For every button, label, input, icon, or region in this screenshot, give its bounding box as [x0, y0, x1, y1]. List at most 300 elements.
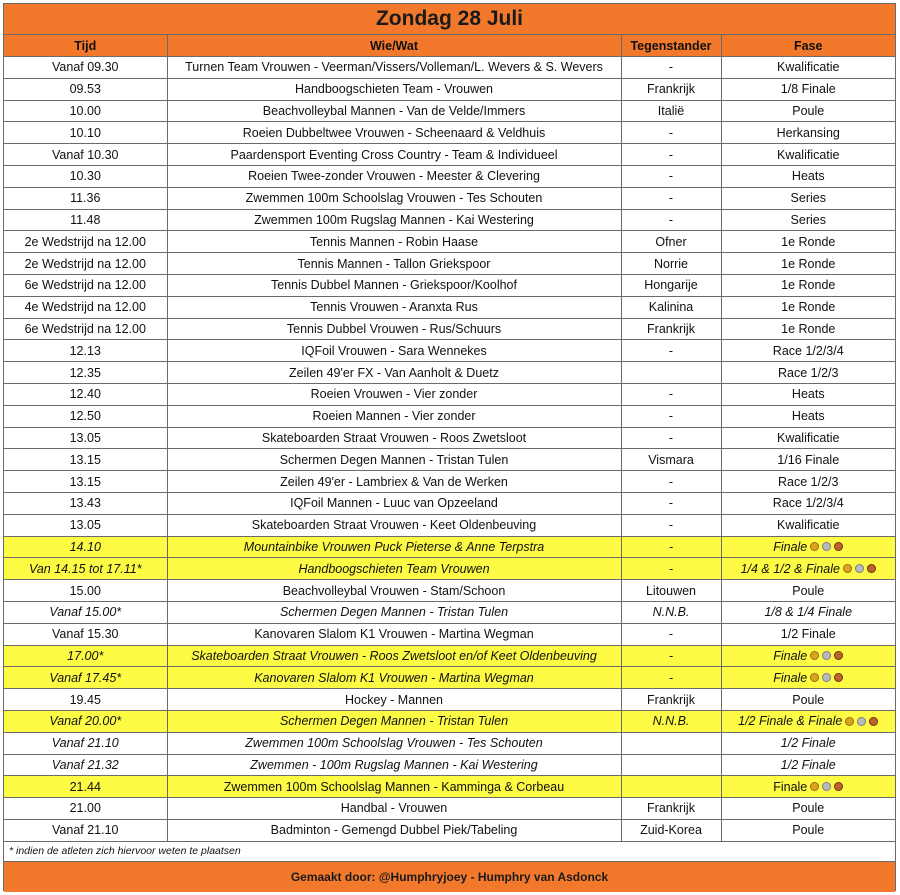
cell-tegenstander	[621, 100, 721, 122]
cell-tijd	[4, 776, 167, 798]
gold-medal-icon	[810, 782, 819, 791]
cell-tegenstander-text: -	[668, 670, 674, 685]
cell-tegenstander	[621, 165, 721, 187]
cell-fase-text: Race 1/2/3	[778, 474, 839, 489]
cell-tijd-text: 10.10	[69, 125, 101, 140]
table-row	[4, 340, 895, 362]
cell-tijd-text: 13.15	[69, 474, 101, 489]
cell-fase-text: Poule	[792, 801, 825, 816]
table-row	[4, 798, 895, 820]
page-title: Zondag 28 Juli	[4, 4, 895, 35]
table-row	[4, 601, 895, 623]
cell-fase-text: Herkansing	[776, 125, 840, 140]
cell-tijd	[4, 754, 167, 776]
cell-tegenstander	[621, 383, 721, 405]
cell-fase	[721, 471, 895, 493]
cell-fase-text: 1/2 Finale & Finale	[738, 714, 843, 729]
cell-tegenstander-text: Norrie	[653, 256, 689, 271]
cell-fase	[721, 427, 895, 449]
cell-tegenstander	[621, 57, 721, 79]
cell-wie-wat-text: Tennis Mannen - Tallon Griekspoor	[297, 256, 491, 271]
bronze-medal-icon	[869, 717, 878, 726]
cell-fase	[721, 645, 895, 667]
cell-fase-text: Heats	[791, 387, 825, 402]
bronze-medal-icon	[867, 564, 876, 573]
cell-tijd	[4, 144, 167, 166]
cell-fase	[721, 231, 895, 253]
cell-tijd	[4, 449, 167, 471]
cell-wie-wat	[167, 623, 621, 645]
cell-wie-wat-text: Badminton - Gemengd Dubbel Piek/Tabeling	[270, 823, 518, 838]
cell-wie-wat-text: Roeien Mannen - Vier zonder	[312, 409, 476, 424]
cell-wie-wat	[167, 231, 621, 253]
cell-wie-wat	[167, 187, 621, 209]
cell-wie-wat	[167, 536, 621, 558]
cell-tijd	[4, 274, 167, 296]
bronze-medal-icon	[834, 782, 843, 791]
cell-wie-wat	[167, 558, 621, 580]
cell-tijd-text: 4e Wedstrijd na 12.00	[24, 300, 146, 315]
column-header-wie-wat: Wie/Wat	[167, 35, 621, 57]
cell-fase	[721, 667, 895, 689]
cell-wie-wat-text: Zwemmen - 100m Rugslag Mannen - Kai Westering	[250, 757, 538, 772]
table-row	[4, 57, 895, 79]
cell-tijd-text: 12.50	[69, 409, 101, 424]
table-row	[4, 122, 895, 144]
cell-fase	[721, 362, 895, 384]
cell-tijd	[4, 819, 167, 841]
cell-tegenstander	[621, 710, 721, 732]
cell-wie-wat	[167, 732, 621, 754]
cell-tegenstander	[621, 144, 721, 166]
table-row	[4, 144, 895, 166]
cell-tijd-text: Vanaf 10.30	[52, 147, 119, 162]
cell-wie-wat	[167, 274, 621, 296]
cell-wie-wat	[167, 492, 621, 514]
cell-tijd-text: 21.44	[69, 779, 101, 794]
cell-fase	[721, 754, 895, 776]
table-row	[4, 623, 895, 645]
table-row	[4, 645, 895, 667]
table-row	[4, 296, 895, 318]
cell-wie-wat-text: Paardensport Eventing Cross Country - Team & Individueel	[230, 147, 558, 162]
cell-tegenstander	[621, 601, 721, 623]
cell-fase	[721, 514, 895, 536]
cell-wie-wat	[167, 754, 621, 776]
cell-wie-wat	[167, 689, 621, 711]
cell-tegenstander	[621, 819, 721, 841]
cell-tegenstander-text: Hongarije	[644, 278, 698, 293]
cell-fase	[721, 187, 895, 209]
cell-tegenstander	[621, 209, 721, 231]
cell-fase	[721, 383, 895, 405]
cell-fase-text: Series	[790, 191, 826, 206]
cell-wie-wat-text: Hockey - Mannen	[345, 692, 443, 707]
cell-fase-text: 1e Ronde	[781, 256, 836, 271]
cell-wie-wat	[167, 144, 621, 166]
cell-tijd-text: Vanaf 21.10	[51, 736, 119, 751]
cell-fase	[721, 623, 895, 645]
table-row	[4, 667, 895, 689]
cell-wie-wat-text: Schermen Degen Mannen - Tristan Tulen	[279, 714, 509, 729]
cell-tegenstander-text: -	[668, 627, 674, 642]
cell-wie-wat-text: Kanovaren Slalom K1 Vrouwen - Martina Wegman	[254, 627, 534, 642]
cell-wie-wat	[167, 100, 621, 122]
cell-fase-text: Finale	[773, 539, 808, 554]
cell-tijd	[4, 427, 167, 449]
cell-tijd-text: 13.43	[69, 496, 101, 511]
cell-wie-wat-text: Tennis Vrouwen - Aranxta Rus	[310, 300, 478, 315]
silver-medal-icon	[857, 717, 866, 726]
cell-fase-text: Kwalificatie	[776, 518, 840, 533]
cell-fase-text: 1/2 Finale	[780, 627, 836, 642]
bronze-medal-icon	[834, 673, 843, 682]
cell-wie-wat-text: Roeien Twee-zonder Vrouwen - Meester & Clevering	[248, 169, 540, 184]
cell-tegenstander-text: Litouwen	[645, 583, 697, 598]
cell-wie-wat-text: Handbal - Vrouwen	[340, 801, 448, 816]
cell-wie-wat-text: Schermen Degen Mannen - Tristan Tulen	[279, 605, 509, 620]
cell-wie-wat	[167, 776, 621, 798]
cell-wie-wat	[167, 427, 621, 449]
cell-tijd-text: 10.00	[69, 103, 101, 118]
cell-tijd	[4, 492, 167, 514]
cell-wie-wat	[167, 471, 621, 493]
cell-wie-wat-text: Mountainbike Vrouwen Puck Pieterse & Anne Terpstra	[243, 539, 545, 554]
cell-tijd-text: 10.30	[69, 169, 101, 184]
cell-fase	[721, 100, 895, 122]
cell-fase	[721, 580, 895, 602]
cell-tijd-text: Vanaf 15.00*	[49, 605, 122, 620]
cell-tegenstander	[621, 253, 721, 275]
cell-tegenstander-text: -	[668, 387, 674, 402]
cell-tegenstander	[621, 187, 721, 209]
cell-tijd-text: Vanaf 21.10	[52, 823, 119, 838]
cell-tijd-text: 09.53	[69, 82, 101, 97]
cell-tegenstander	[621, 122, 721, 144]
cell-wie-wat-text: Zwemmen 100m Schoolslag Mannen - Kamminga & Corbeau	[223, 779, 565, 794]
cell-tijd	[4, 318, 167, 340]
cell-tijd-text: 14.10	[69, 539, 101, 554]
table-row	[4, 165, 895, 187]
gold-medal-icon	[843, 564, 852, 573]
cell-wie-wat	[167, 122, 621, 144]
cell-wie-wat-text: Tennis Mannen - Robin Haase	[309, 234, 479, 249]
cell-tijd	[4, 710, 167, 732]
cell-tijd	[4, 209, 167, 231]
cell-tijd-text: 11.48	[70, 212, 101, 227]
table-body	[4, 57, 895, 842]
cell-tegenstander-text: -	[668, 147, 674, 162]
cell-tegenstander	[621, 536, 721, 558]
table-row	[4, 427, 895, 449]
cell-wie-wat-text: Tennis Dubbel Vrouwen - Rus/Schuurs	[286, 321, 502, 336]
cell-wie-wat-text: Beachvolleybal Vrouwen - Stam/Schoon	[282, 583, 506, 598]
cell-wie-wat	[167, 710, 621, 732]
cell-tegenstander-text: -	[668, 518, 674, 533]
table-row	[4, 187, 895, 209]
cell-wie-wat	[167, 405, 621, 427]
table-row	[4, 100, 895, 122]
cell-tijd	[4, 100, 167, 122]
cell-wie-wat	[167, 580, 621, 602]
cell-tijd	[4, 580, 167, 602]
cell-tijd-text: 12.13	[69, 343, 101, 358]
cell-fase-text: Kwalificatie	[776, 430, 840, 445]
cell-tijd-text: 12.40	[69, 387, 101, 402]
cell-fase-text: Finale	[773, 648, 808, 663]
cell-wie-wat-text: Roeien Vrouwen - Vier zonder	[310, 387, 478, 402]
cell-wie-wat	[167, 340, 621, 362]
cell-tegenstander	[621, 274, 721, 296]
cell-tijd-text: 6e Wedstrijd na 12.00	[24, 278, 146, 293]
table-row	[4, 449, 895, 471]
cell-tegenstander-text: -	[668, 539, 674, 554]
cell-tijd-text: 2e Wedstrijd na 12.00	[24, 234, 146, 249]
column-header-tijd: Tijd	[4, 35, 167, 57]
cell-tijd-text: 6e Wedstrijd na 12.00	[24, 321, 146, 336]
cell-tijd-text: 17.00*	[67, 648, 104, 663]
gold-medal-icon	[810, 542, 819, 551]
cell-tijd-text: 19.45	[69, 692, 101, 707]
cell-tijd	[4, 667, 167, 689]
schedule-sheet	[3, 3, 896, 891]
cell-wie-wat-text: Zwemmen 100m Schoolslag Vrouwen - Tes Schouten	[245, 191, 543, 206]
cell-fase-text: 1e Ronde	[781, 278, 836, 293]
cell-wie-wat-text: IQFoil Vrouwen - Sara Wennekes	[301, 343, 487, 358]
cell-fase	[721, 492, 895, 514]
cell-fase	[721, 405, 895, 427]
cell-tegenstander-text: Italië	[657, 103, 685, 118]
cell-tegenstander	[621, 580, 721, 602]
bronze-medal-icon	[834, 651, 843, 660]
silver-medal-icon	[822, 673, 831, 682]
gold-medal-icon	[845, 717, 854, 726]
cell-tijd-text: 15.00	[69, 583, 101, 598]
cell-wie-wat-text: Tennis Dubbel Mannen - Griekspoor/Koolhof	[271, 278, 517, 293]
cell-fase-text: Poule	[792, 583, 825, 598]
cell-tijd	[4, 558, 167, 580]
cell-tijd-text: 13.05	[69, 430, 101, 445]
cell-tijd	[4, 601, 167, 623]
cell-tegenstander	[621, 231, 721, 253]
cell-wie-wat-text: Skateboarden Straat Vrouwen - Roos Zwetsloot en/of Keet Oldenbeuving	[191, 648, 597, 663]
table-row	[4, 558, 895, 580]
cell-fase-text: 1/8 & 1/4 Finale	[764, 605, 853, 620]
cell-tegenstander	[621, 78, 721, 100]
cell-tegenstander-text: Kalinina	[648, 300, 694, 315]
table-row	[4, 732, 895, 754]
cell-wie-wat	[167, 318, 621, 340]
cell-wie-wat	[167, 645, 621, 667]
cell-tijd	[4, 536, 167, 558]
cell-fase-text: Race 1/2/3/4	[772, 496, 844, 511]
cell-tegenstander-text: -	[668, 60, 674, 75]
table-row	[4, 819, 895, 841]
cell-tijd	[4, 623, 167, 645]
cell-fase	[721, 296, 895, 318]
cell-tegenstander	[621, 318, 721, 340]
cell-tegenstander-text: Vismara	[648, 452, 694, 467]
cell-tegenstander-text: -	[668, 430, 674, 445]
cell-tijd-text: 2e Wedstrijd na 12.00	[24, 256, 146, 271]
cell-tegenstander	[621, 667, 721, 689]
cell-tijd-text: Van 14.15 tot 17.11*	[28, 561, 142, 576]
cell-wie-wat	[167, 798, 621, 820]
cell-fase-text: 1/2 Finale	[780, 757, 836, 772]
cell-tegenstander	[621, 449, 721, 471]
cell-fase	[721, 732, 895, 754]
table-row	[4, 253, 895, 275]
cell-tijd-text: 13.15	[69, 452, 101, 467]
cell-wie-wat	[167, 514, 621, 536]
cell-tijd-text: 21.00	[69, 801, 101, 816]
table-row	[4, 383, 895, 405]
cell-fase-text: 1e Ronde	[781, 300, 836, 315]
cell-fase-text: Race 1/2/3	[778, 365, 839, 380]
cell-fase	[721, 57, 895, 79]
gold-medal-icon	[810, 673, 819, 682]
cell-wie-wat	[167, 601, 621, 623]
cell-fase	[721, 819, 895, 841]
table-row	[4, 471, 895, 493]
cell-wie-wat-text: Beachvolleybal Mannen - Van de Velde/Immers	[262, 103, 526, 118]
cell-tegenstander	[621, 754, 721, 776]
cell-tijd-text: 12.35	[69, 365, 101, 380]
cell-fase	[721, 78, 895, 100]
cell-tegenstander	[621, 514, 721, 536]
cell-wie-wat-text: IQFoil Mannen - Luuc van Opzeeland	[290, 496, 498, 511]
cell-tijd	[4, 645, 167, 667]
cell-wie-wat	[167, 819, 621, 841]
column-header-tegenstander: Tegenstander	[621, 35, 721, 57]
cell-tijd	[4, 514, 167, 536]
cell-wie-wat	[167, 209, 621, 231]
cell-tegenstander	[621, 558, 721, 580]
cell-tijd	[4, 165, 167, 187]
cell-tijd	[4, 383, 167, 405]
cell-fase	[721, 536, 895, 558]
cell-wie-wat-text: Schermen Degen Mannen - Tristan Tulen	[279, 452, 509, 467]
cell-fase-text: 1/8 Finale	[780, 82, 836, 97]
cell-tegenstander	[621, 362, 721, 384]
cell-tegenstander	[621, 732, 721, 754]
cell-tegenstander	[621, 296, 721, 318]
cell-fase-text: Series	[790, 212, 826, 227]
table-row	[4, 580, 895, 602]
cell-tegenstander	[621, 798, 721, 820]
cell-fase-text: Heats	[791, 409, 825, 424]
cell-tegenstander-text: -	[668, 212, 674, 227]
column-header-fase: Fase	[721, 35, 895, 57]
cell-wie-wat	[167, 253, 621, 275]
cell-wie-wat-text: Zeilen 49'er - Lambriex & Van de Werken	[280, 474, 508, 489]
cell-tegenstander	[621, 689, 721, 711]
cell-wie-wat	[167, 449, 621, 471]
cell-fase-text: Poule	[792, 823, 825, 838]
cell-fase	[721, 165, 895, 187]
cell-tijd-text: Vanaf 20.00*	[49, 714, 122, 729]
silver-medal-icon	[822, 542, 831, 551]
cell-wie-wat-text: Skateboarden Straat Vrouwen - Roos Zwetsloot	[261, 430, 527, 445]
cell-wie-wat-text: Kanovaren Slalom K1 Vrouwen - Martina Wegman	[254, 670, 534, 685]
schedule-table	[4, 35, 895, 842]
cell-fase-text: Poule	[792, 692, 825, 707]
cell-fase-text: Kwalificatie	[776, 60, 840, 75]
cell-tegenstander-text: N.N.B.	[652, 605, 690, 620]
cell-tegenstander	[621, 776, 721, 798]
table-row	[4, 318, 895, 340]
cell-fase-text: Finale	[773, 670, 808, 685]
cell-fase-text: 1e Ronde	[781, 234, 836, 249]
cell-fase	[721, 798, 895, 820]
cell-tijd-text: 11.36	[70, 191, 101, 206]
cell-tegenstander-text: Frankrijk	[647, 801, 695, 816]
cell-tijd	[4, 231, 167, 253]
silver-medal-icon	[855, 564, 864, 573]
cell-wie-wat	[167, 57, 621, 79]
cell-tegenstander	[621, 405, 721, 427]
cell-wie-wat-text: Zeilen 49'er FX - Van Aanholt & Duetz	[289, 365, 499, 380]
cell-tegenstander	[621, 623, 721, 645]
table-row	[4, 405, 895, 427]
cell-wie-wat-text: Zwemmen 100m Rugslag Mannen - Kai Westering	[254, 212, 534, 227]
footnote: * indien de atleten zich hiervoor weten te plaatsen	[4, 842, 895, 862]
cell-tegenstander-text: Frankrijk	[647, 692, 695, 707]
cell-tegenstander-text: -	[668, 409, 674, 424]
table-row	[4, 231, 895, 253]
table-row	[4, 689, 895, 711]
cell-tegenstander-text: -	[668, 561, 674, 576]
table-row	[4, 78, 895, 100]
cell-tegenstander	[621, 340, 721, 362]
cell-tegenstander-text: N.N.B.	[652, 714, 690, 729]
cell-tegenstander-text: -	[668, 125, 674, 140]
cell-tijd	[4, 405, 167, 427]
cell-fase-text: 1/16 Finale	[777, 452, 840, 467]
cell-wie-wat-text: Turnen Team Vrouwen - Veerman/Vissers/Volleman/L. Wevers & S. Wevers	[185, 60, 603, 75]
cell-fase	[721, 710, 895, 732]
table-row	[4, 776, 895, 798]
table-row	[4, 754, 895, 776]
cell-fase	[721, 122, 895, 144]
cell-tijd	[4, 471, 167, 493]
table-row	[4, 514, 895, 536]
cell-tegenstander-text: Ofner	[655, 234, 687, 249]
cell-fase	[721, 318, 895, 340]
cell-wie-wat	[167, 667, 621, 689]
cell-tegenstander-text: -	[668, 191, 674, 206]
table-row	[4, 536, 895, 558]
cell-fase	[721, 253, 895, 275]
cell-tijd	[4, 798, 167, 820]
cell-wie-wat	[167, 383, 621, 405]
cell-tijd	[4, 296, 167, 318]
cell-tijd-text: Vanaf 17.45*	[49, 670, 122, 685]
cell-tegenstander	[621, 471, 721, 493]
cell-fase	[721, 449, 895, 471]
cell-tegenstander-text: Zuid-Korea	[640, 823, 702, 838]
cell-fase	[721, 340, 895, 362]
cell-tijd	[4, 78, 167, 100]
cell-tegenstander-text: -	[668, 496, 674, 511]
cell-tegenstander	[621, 645, 721, 667]
cell-tegenstander-text: Frankrijk	[647, 82, 695, 97]
cell-wie-wat-text: Skateboarden Straat Vrouwen - Keet Oldenbeuving	[251, 518, 537, 533]
cell-tegenstander-text: -	[668, 169, 674, 184]
silver-medal-icon	[822, 782, 831, 791]
cell-tijd-text: Vanaf 09.30	[52, 60, 119, 75]
cell-fase-text: 1/2 Finale	[780, 736, 836, 751]
